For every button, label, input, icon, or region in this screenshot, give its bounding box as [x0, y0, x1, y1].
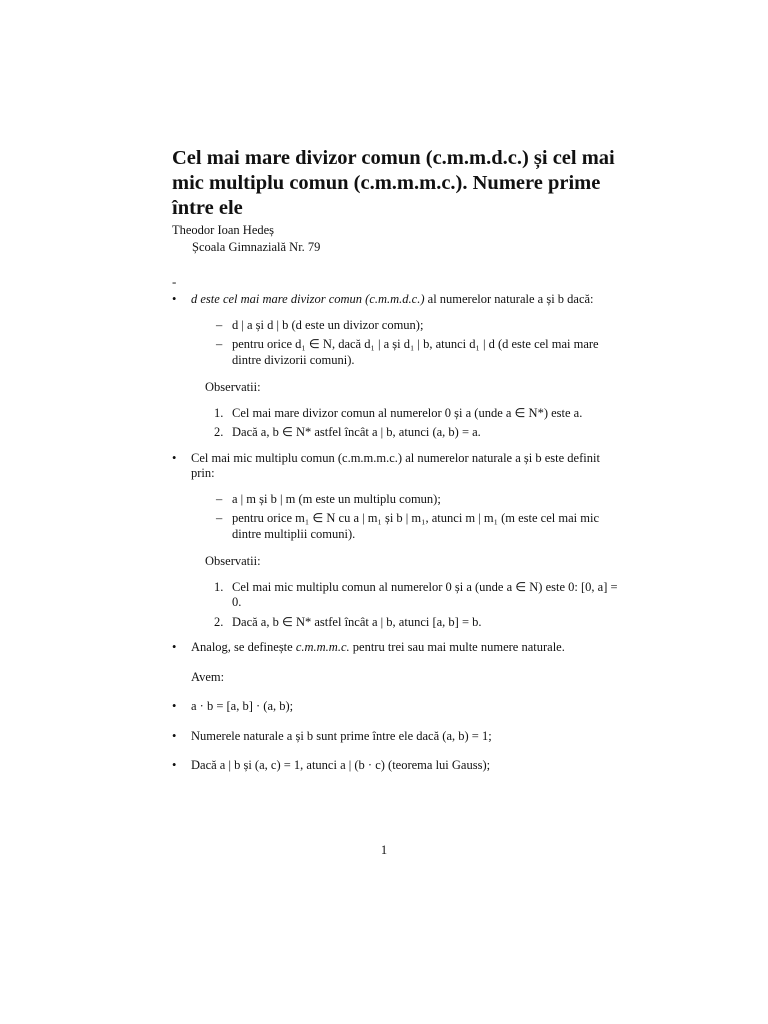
cmmdc-cond2-text: pentru orice d₁ ∈ N, dacă d₁ | a și d₁ | b, atunci d₁ | d (d este cel mai mare dintre divizorii comuni). [232, 337, 599, 367]
list-item-avem-1 [172, 699, 618, 715]
cmmmc-observation-2 [172, 615, 618, 631]
section-marker: - [172, 274, 177, 289]
list-item-cmmmc [172, 451, 618, 482]
dash-icon: – [216, 511, 223, 525]
cmmdc-observations-label: Observatii: [205, 380, 261, 394]
cmmdc-observation-1 [172, 406, 618, 422]
list-number: 2. [214, 425, 224, 439]
cmmdc-cond1-text: d | a și d | b (d este un divizor comun); [232, 317, 424, 332]
analog-part2: pentru trei sau mai multe numere naturale. [349, 640, 565, 654]
list-item-cmmdc [172, 292, 618, 308]
page-number: 1 [380, 843, 388, 857]
author-affiliation: Școala Gimnazială Nr. 79 [192, 240, 321, 254]
cmmdc-condition-1 [172, 318, 618, 334]
bullet-icon: • [172, 292, 177, 306]
paper-title: Cel mai mare divizor comun (c.m.m.d.c.) și cel mai mic multiplu comun (c.m.m.m.c.). Numere prime între ele [172, 147, 615, 219]
cmmdc-def-rest: al numerelor naturale a și b dacă: [424, 292, 594, 306]
dash-icon: – [216, 317, 223, 332]
cmmdc-obs2-text: Dacă a, b ∈ N* astfel încât a | b, atunci (a, b) = a. [232, 425, 481, 439]
author-name: Theodor Ioan Hedeș [172, 223, 275, 237]
list-item-avem-2 [172, 729, 618, 745]
cmmmc-observation-1 [172, 580, 618, 611]
cmmmc-condition-1 [172, 492, 618, 508]
bullet-icon: • [172, 640, 177, 654]
list-item-analog [172, 640, 618, 656]
dash-icon: – [216, 491, 223, 506]
cmmdc-definition [172, 292, 618, 308]
cmmdc-obs1-text: Cel mai mare divizor comun al numerelor 0 și a (unde a ∈ N*) este a. [232, 405, 583, 420]
list-item-avem-3 [172, 758, 618, 774]
bullet-icon: • [172, 728, 177, 743]
cmmmc-obs2-text: Dacă a, b ∈ N* astfel încât a | b, atunci [a, b] = b. [232, 614, 482, 629]
author-block [172, 222, 320, 256]
bullet-icon: • [172, 758, 177, 772]
cmmmc-cond1-text: a | m și b | m (m este un multiplu comun); [232, 491, 441, 506]
cmmmc-condition-2 [172, 511, 618, 542]
cmmmc-definition: Cel mai mic multiplu comun (c.m.m.m.c.) al numerelor naturale a și b este definit prin: [191, 450, 600, 480]
cmmmc-obs1-text: Cel mai mic multiplu comun al numerelor 0 și a (unde a ∈ N) este 0: [0, a] = 0. [232, 579, 618, 609]
cmmdc-def-term: cel mai mare divizor comun (c.m.m.d.c.) [222, 292, 425, 306]
avem-label: Avem: [191, 669, 225, 684]
cmmdc-condition-2 [172, 337, 618, 368]
document-body [172, 292, 618, 774]
dash-icon: – [216, 337, 223, 351]
cmmmc-observations-label: Observatii: [205, 554, 261, 568]
avem-item-text: Dacă a | b și (a, c) = 1, atunci a | (b · c) (teorema lui Gauss); [191, 758, 491, 772]
analog-part1: Analog, se definește [191, 640, 296, 654]
bullet-icon: • [172, 699, 177, 713]
avem-item-text: Numerele naturale a și b sunt prime între ele dacă (a, b) = 1; [191, 728, 492, 743]
avem-item-text: a · b = [a, b] · (a, b); [191, 699, 294, 713]
bullet-icon: • [172, 450, 177, 465]
list-number: 1. [214, 579, 224, 594]
cmmdc-observation-2 [172, 425, 618, 441]
list-number: 1. [214, 405, 224, 420]
cmmdc-def-var: d este [191, 292, 223, 306]
analog-term: c.m.m.m.c. [295, 640, 350, 654]
list-number: 2. [214, 614, 224, 629]
cmmmc-cond2-text: pentru orice m₁ ∈ N cu a | m₁ și b | m₁, atunci m | m₁ (m este cel mai mic dintre multiplii comuni). [232, 511, 599, 541]
analog-text [172, 640, 618, 656]
